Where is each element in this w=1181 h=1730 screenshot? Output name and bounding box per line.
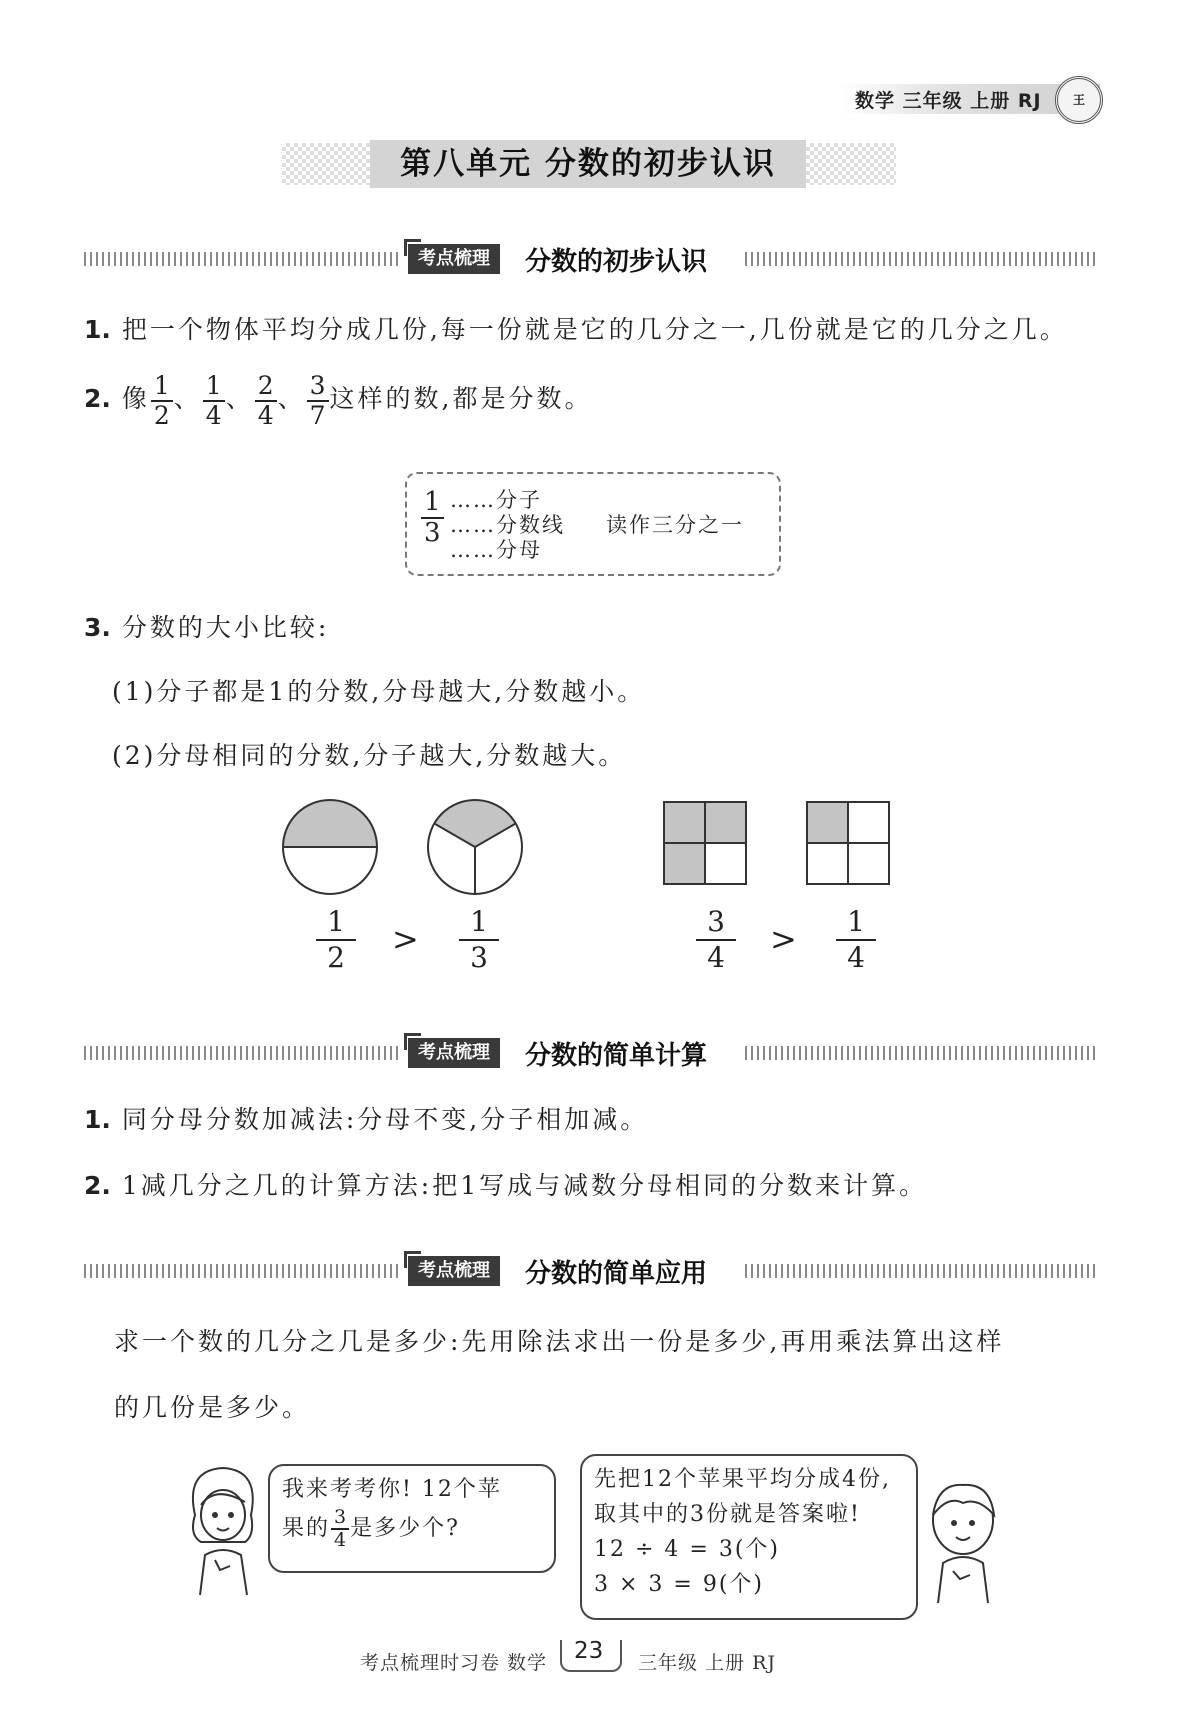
separator: 、 [225,384,254,413]
title-checker-right [806,143,896,185]
point-text-suffix: 这样的数,都是分数。 [329,384,593,413]
numerator-label: ……分子 [450,488,542,512]
circle-diagrams [280,795,540,905]
publisher-seal-icon: 王 [1055,76,1103,124]
section-divider-left [84,1264,398,1278]
section-divider-right [745,252,1095,266]
separator: 、 [277,384,306,413]
girl-speech-bubble [268,1464,556,1573]
rule-a: (1)分子都是1的分数,分母越大,分数越小。 [112,677,646,706]
section-divider-right [745,1264,1095,1278]
application-text-line-1: 求一个数的几分之几是多少:先用除法求出一份是多少,再用乘法算出这样 [114,1327,1005,1356]
girl-bubble-line-2: 果的 $\frac{3}{4}$ 是多少个? [282,1506,460,1551]
footer-right-text: 三年级 上册 RJ [638,1652,777,1674]
greater-than: > [770,920,797,958]
unit-title: 第八单元 分数的初步认识 [370,140,806,188]
separator: 、 [173,384,202,413]
section-title: 分数的初步认识 [525,247,708,277]
compare-1-left: $\frac{1}{2}$ [316,905,356,974]
fraction-bar-label: ……分数线 [450,513,565,537]
page-number: 23 [574,1638,604,1664]
point-2-2 [84,1166,927,1202]
point-number: 2. [84,1171,111,1200]
point-number: 1. [84,1105,111,1134]
section-title: 分数的简单计算 [525,1041,708,1071]
point-1-1 [84,310,1068,346]
section-title: 分数的简单应用 [525,1259,708,1289]
three-quarters-square-diagram [664,802,746,884]
title-checker-left [282,143,372,185]
boy-speech-bubble [580,1454,918,1620]
point-number: 1. [84,315,111,344]
boy-icon [918,1475,1008,1605]
greater-than: > [392,920,419,958]
compare-2-left: $\frac{3}{4}$ [696,905,736,974]
third-circle-diagram [428,800,522,894]
fraction-1-4: $\frac{1}{4}$ [203,372,225,429]
section-divider-right [745,1046,1095,1060]
section-divider-left [84,1046,398,1060]
application-text-line-2: 的几份是多少。 [114,1393,311,1422]
boy-bubble-line-2: 取其中的3份就是答案啦! [594,1502,861,1527]
one-quarter-square-diagram [807,802,889,884]
compare-1-right: $\frac{1}{3}$ [459,905,499,974]
fraction-3-7: $\frac{3}{7}$ [307,372,329,429]
point-text: 分数的大小比较: [121,613,330,642]
square-diagrams [660,798,900,890]
section-tag: 考点梳理 [408,1256,500,1286]
point-1-2 [84,372,593,429]
point-text: 把一个物体平均分成几份,每一份就是它的几分之一,几份就是它的几分之几。 [121,315,1068,344]
section-divider-left [84,252,398,266]
rule-b: (2)分母相同的分数,分子越大,分数越大。 [112,741,627,770]
girl-bubble-fraction: $\frac{3}{4}$ [331,1507,349,1551]
header-subject-label: 数学 三年级 上册 RJ [855,90,1042,112]
half-circle-diagram [283,800,377,894]
fraction-1-2: $\frac{1}{2}$ [151,372,173,429]
point-text: 1减几分之几的计算方法:把1写成与减数分母相同的分数来计算。 [121,1171,928,1200]
fraction-2-4: $\frac{2}{4}$ [255,372,277,429]
boy-bubble-line-1: 先把12个苹果平均分成4份, [594,1467,891,1492]
girl-icon [175,1460,265,1600]
section-tag: 考点梳理 [408,244,500,274]
boy-bubble-line-4: 3 × 3 = 9(个) [594,1572,764,1597]
footer-left-text: 考点梳理时习卷 数学 [360,1652,548,1674]
read-as-label: 读作三分之一 [606,513,744,537]
section-tag: 考点梳理 [408,1038,500,1068]
girl-bubble-line-1: 我来考考你! 12个苹 [282,1477,502,1502]
denominator-label: ……分母 [450,538,542,562]
point-1-3 [84,608,329,644]
point-text: 同分母分数加减法:分母不变,分子相加减。 [121,1105,649,1134]
boy-bubble-line-3: 12 ÷ 4 = 3(个) [594,1537,780,1562]
compare-2-right: $\frac{1}{4}$ [836,905,876,974]
point-number: 3. [84,613,111,642]
box-fraction: $\frac{1}{3}$ [421,488,444,547]
point-2-1 [84,1100,648,1136]
point-number: 2. [84,384,111,413]
point-text-prefix: 像 [121,384,150,413]
